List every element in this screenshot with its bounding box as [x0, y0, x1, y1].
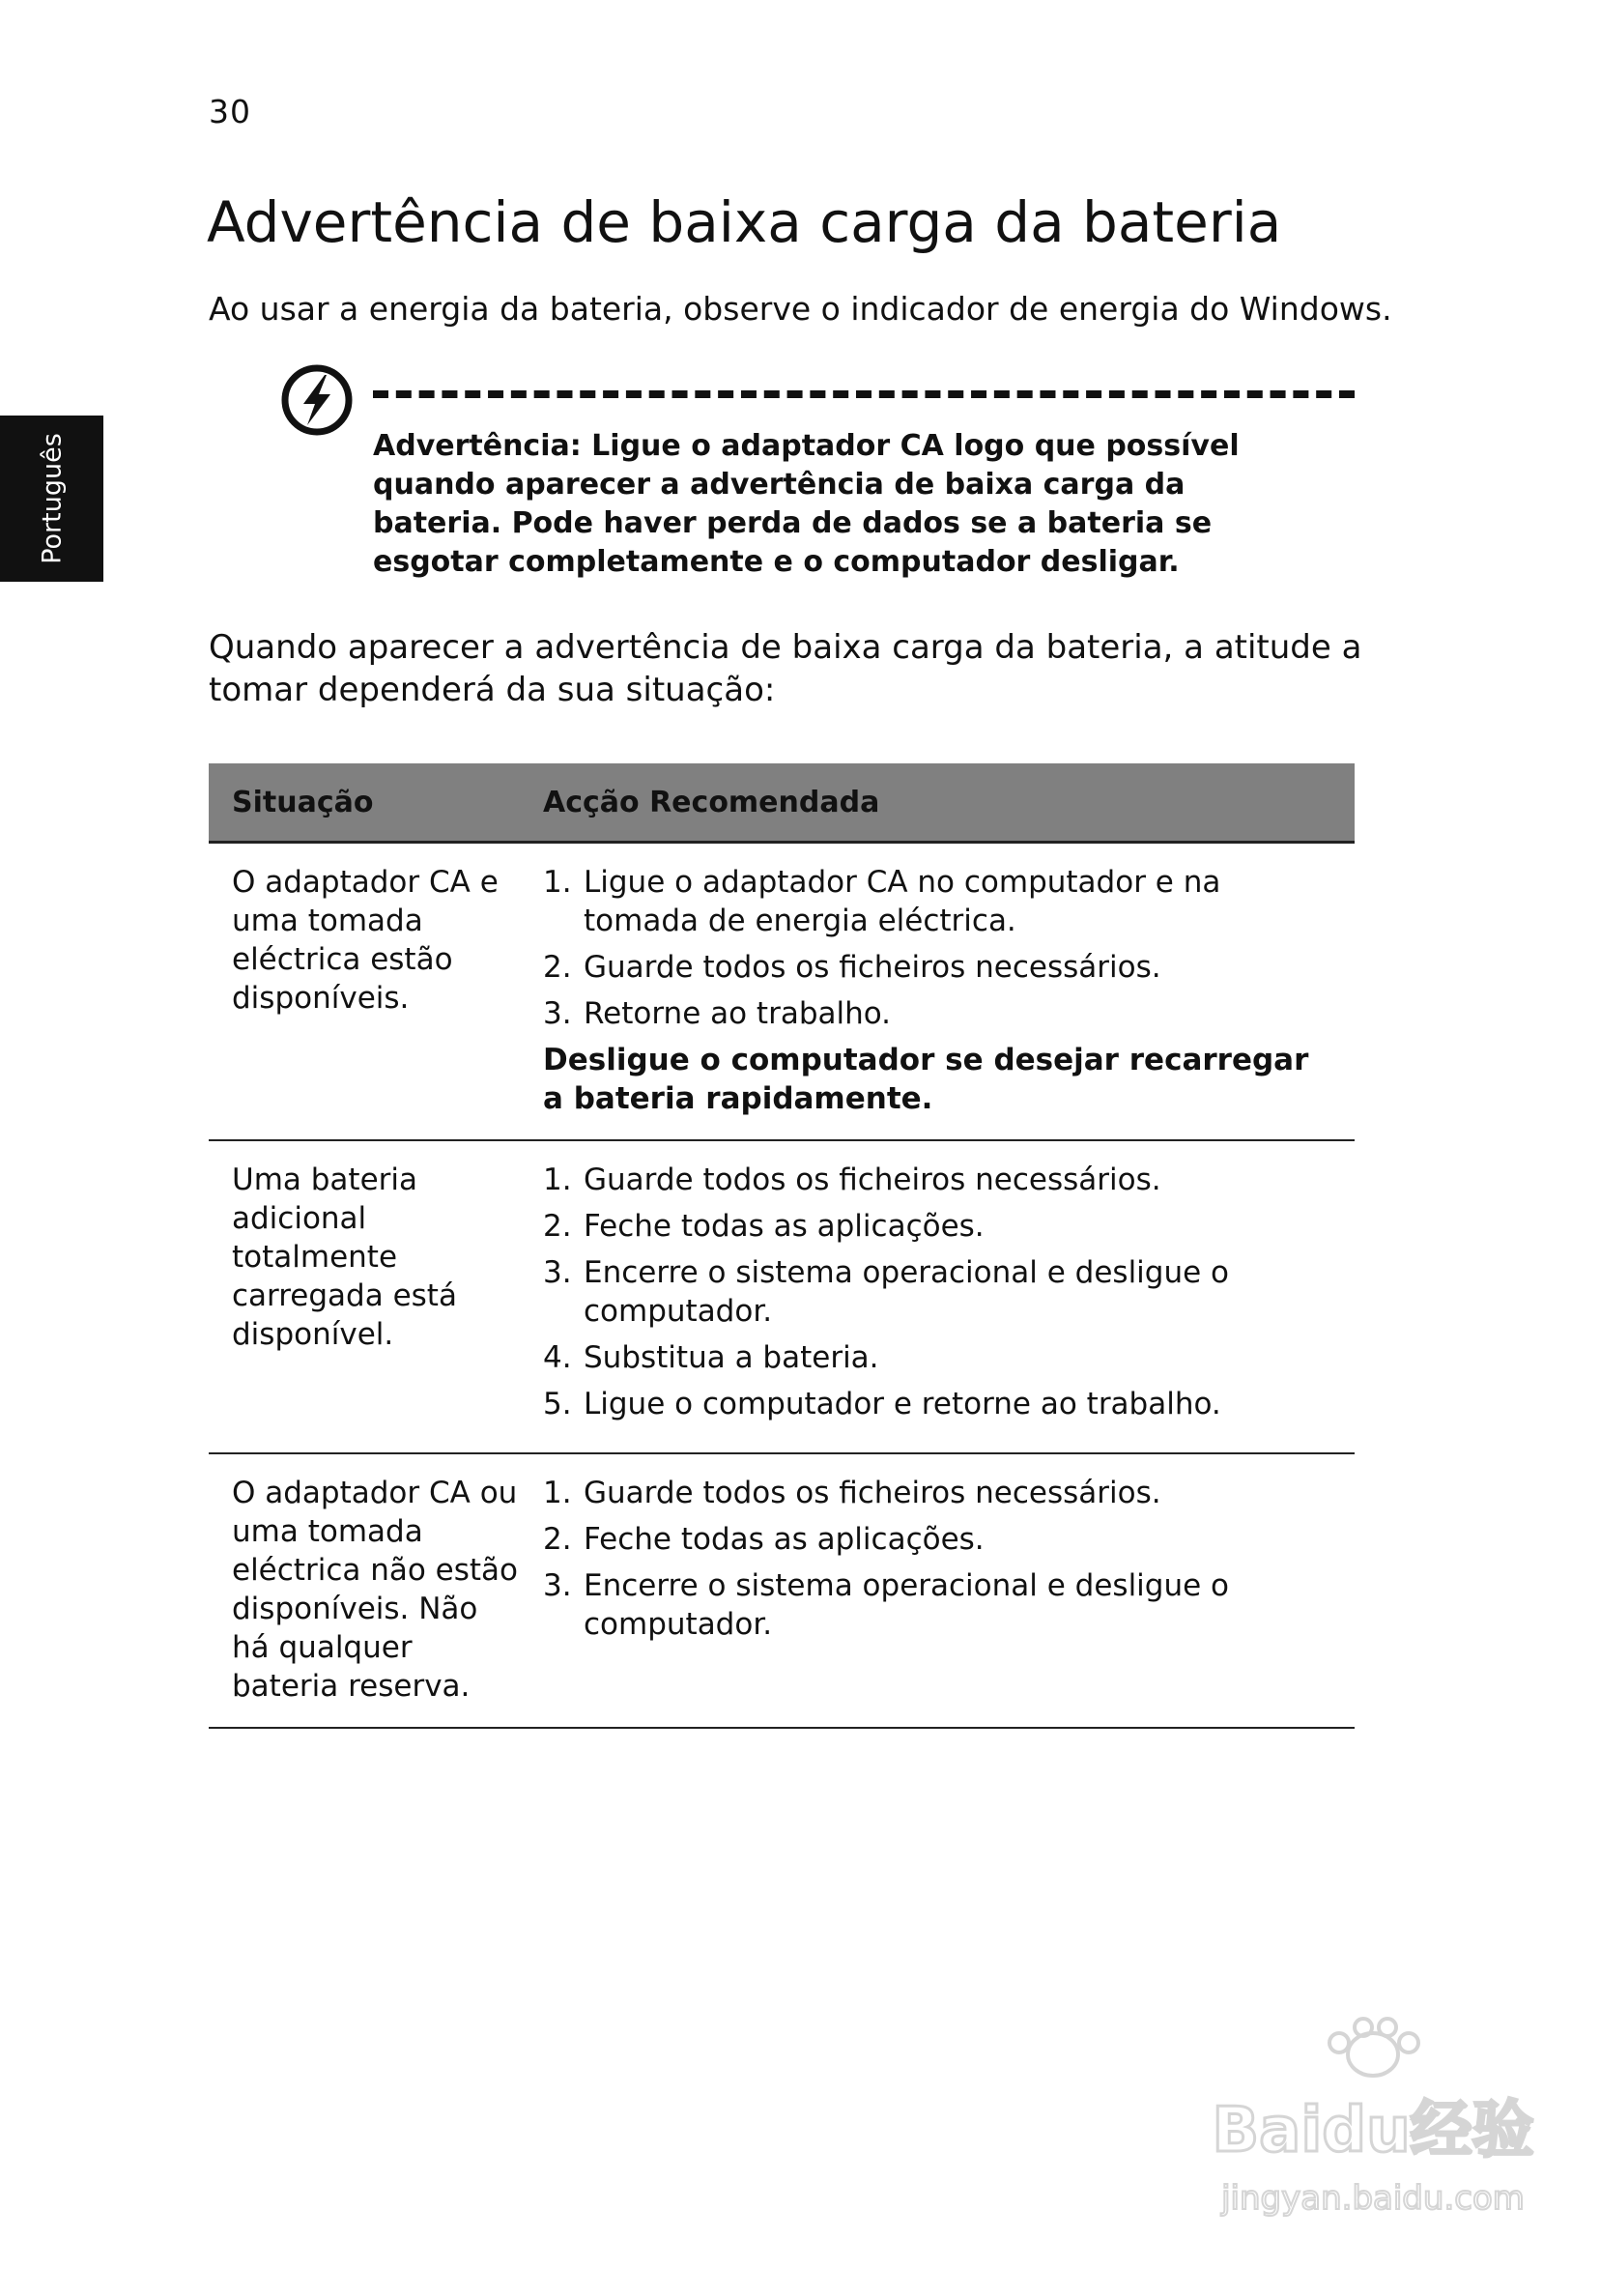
step-list [543, 1474, 1335, 1644]
step-text: Retorne ao trabalho. [584, 996, 892, 1031]
step-item [543, 1474, 1335, 1512]
step-item [543, 1253, 1335, 1331]
step-text: Guarde todos os ficheiros necessários. [584, 1476, 1161, 1510]
step-text: Encerre o sistema operacional e desligue o computador. [584, 1568, 1230, 1642]
table-row [209, 843, 1355, 1141]
situation-cell: O adaptador CA e uma tomada eléctrica estão disponíveis. [209, 843, 522, 1141]
step-item [543, 1161, 1335, 1199]
header-situation: Situação [209, 763, 522, 843]
action-note: Desligue o computador se desejar recarregar a bateria rapidamente. [543, 1043, 1309, 1116]
step-item [543, 1520, 1335, 1559]
step-text: Substitua a bateria. [584, 1340, 879, 1375]
situation-cell: O adaptador CA ou uma tomada eléctrica não estão disponíveis. Não há qualquer bateria reserva. [209, 1453, 522, 1728]
step-text: Guarde todos os ficheiros necessários. [584, 950, 1161, 985]
step-list [543, 863, 1335, 1033]
table-row [209, 1140, 1355, 1453]
step-text: Ligue o computador e retorne ao trabalho. [584, 1387, 1221, 1421]
watermark-brand: Baidu经验 [1212, 2095, 1534, 2167]
step-text: Feche todas as aplicações. [584, 1522, 985, 1557]
step-list [543, 1161, 1335, 1423]
step-text: Encerre o sistema operacional e desligue o computador. [584, 1255, 1230, 1329]
intro-paragraph: Ao usar a energia da bateria, observe o indicador de energia do Windows. [209, 290, 1392, 328]
step-number: 5. [543, 1387, 572, 1421]
page-number: 30 [209, 93, 251, 130]
step-number: 2. [543, 1209, 572, 1244]
step-item [543, 863, 1335, 940]
step-item [543, 1207, 1335, 1246]
language-side-tab [0, 416, 103, 582]
step-item [543, 948, 1335, 987]
battery-action-table [209, 763, 1355, 1729]
situation-cell: Uma bateria adicional totalmente carregada está disponível. [209, 1140, 522, 1453]
header-recommended-action: Acção Recomendada [522, 763, 1355, 843]
step-number: 3. [543, 996, 572, 1031]
step-item [543, 994, 1335, 1033]
action-cell [522, 843, 1355, 1141]
step-number: 2. [543, 1522, 572, 1557]
step-item [543, 1566, 1335, 1644]
table-row [209, 1453, 1355, 1728]
warning-text: Advertência: Ligue o adaptador CA logo que possível quando aparecer a advertência de baixa carga da bateria. Pode haver perda de dados se a bateria se esgotar completamente e o computador desligar. [373, 429, 1240, 579]
table-header-row [209, 763, 1355, 843]
language-side-tab-label: Português [37, 433, 67, 564]
step-number: 3. [543, 1568, 572, 1603]
watermark-url: jingyan.baidu.com [1221, 2179, 1525, 2218]
lead-paragraph: Quando aparecer a advertência de baixa carga da bateria, a atitude a tomar dependerá da sua situação: [209, 628, 1362, 709]
step-item [543, 1385, 1335, 1423]
warning-bolt-icon [278, 361, 356, 439]
step-number: 1. [543, 1162, 572, 1197]
step-text: Guarde todos os ficheiros necessários. [584, 1162, 1161, 1197]
step-number: 3. [543, 1255, 572, 1290]
step-number: 2. [543, 950, 572, 985]
page-title: Advertência de baixa carga da bateria [207, 189, 1282, 255]
step-number: 4. [543, 1340, 572, 1375]
step-number: 1. [543, 865, 572, 900]
action-cell [522, 1140, 1355, 1453]
warning-divider [373, 390, 1355, 398]
baidu-watermark [1185, 2016, 1561, 2238]
action-cell [522, 1453, 1355, 1728]
step-text: Feche todas as aplicações. [584, 1209, 985, 1244]
step-number: 1. [543, 1476, 572, 1510]
step-item [543, 1338, 1335, 1377]
step-text: Ligue o adaptador CA no computador e na tomada de energia eléctrica. [584, 865, 1221, 938]
